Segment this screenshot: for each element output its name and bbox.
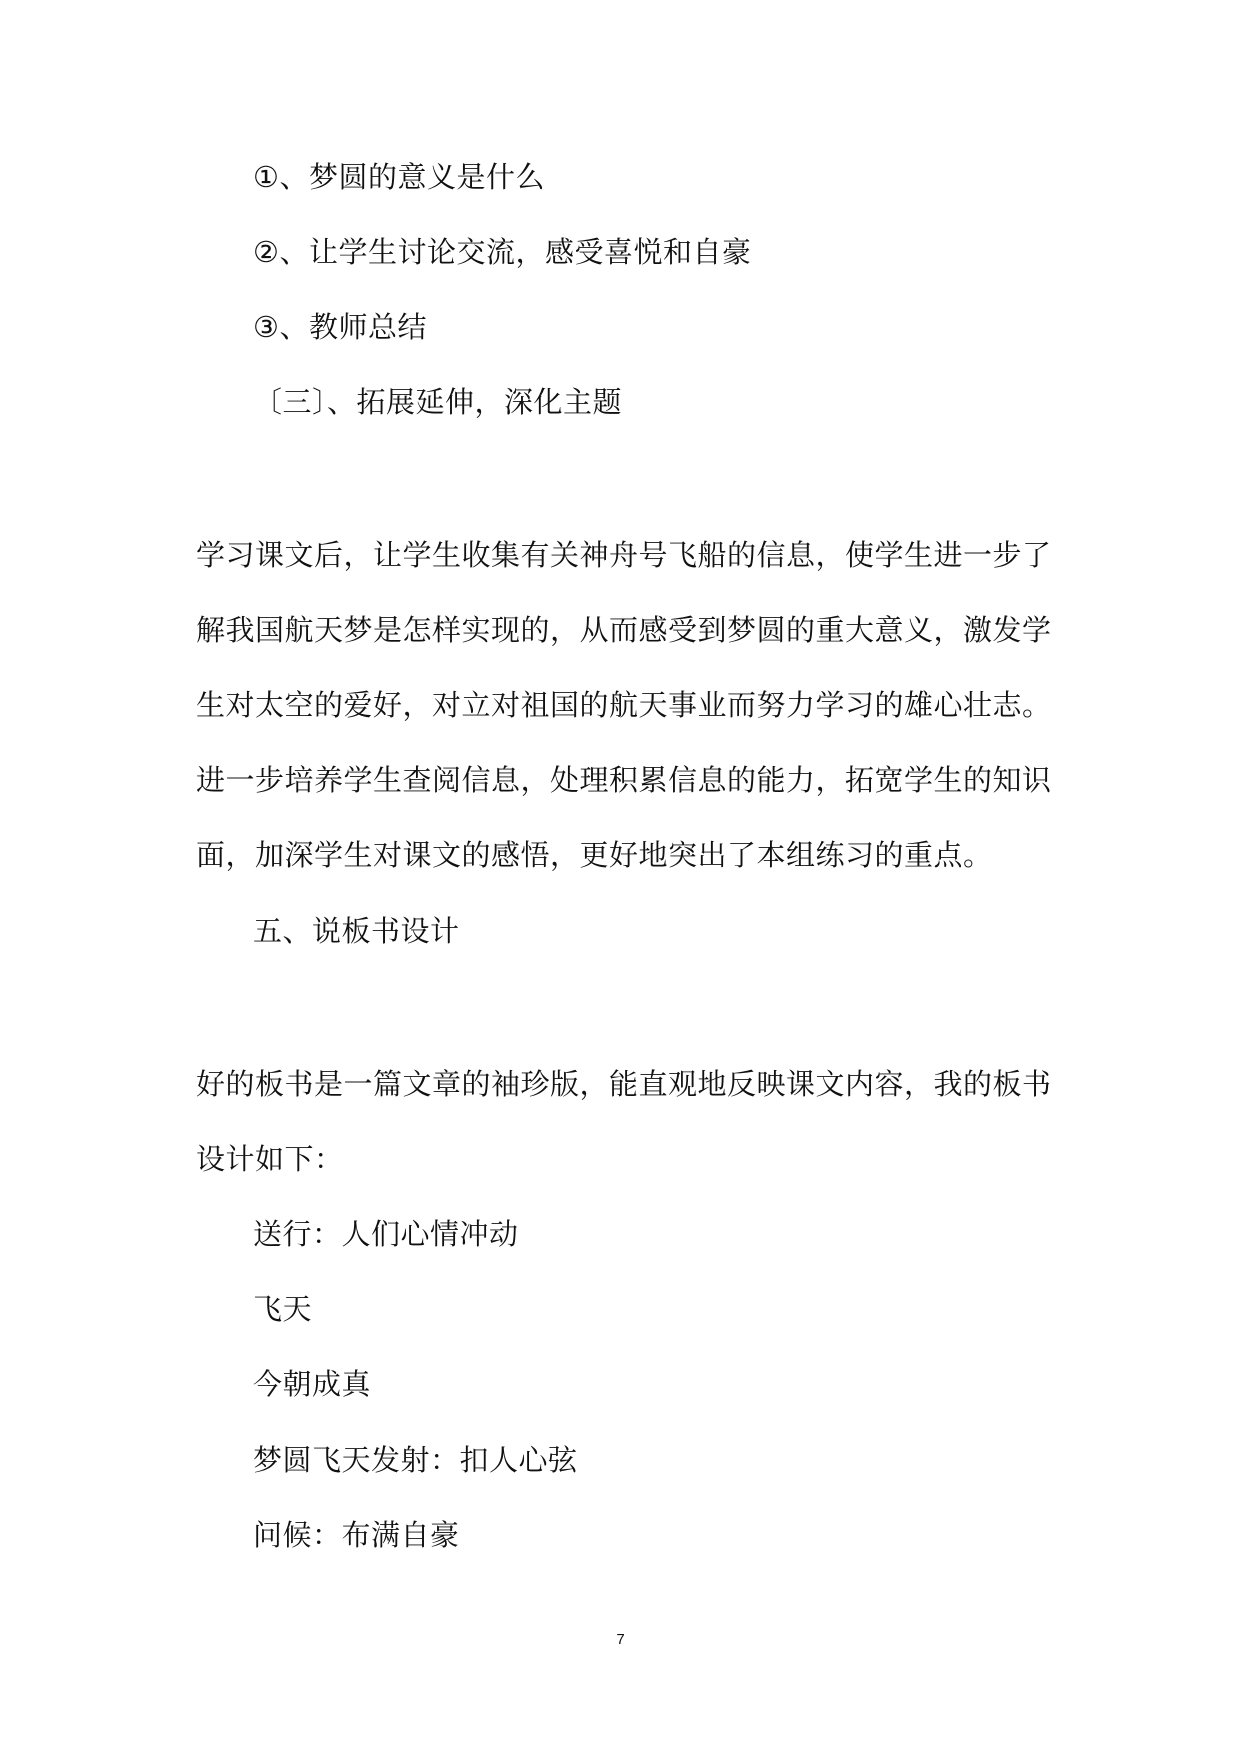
- board-line: 问候：布满自豪: [253, 1518, 460, 1552]
- paragraph-line: 面，加深学生对课文的感悟，更好地突出了本组练习的重点。: [196, 838, 993, 872]
- list-item: ①、梦圆的意义是什么: [253, 160, 545, 194]
- list-item: ②、让学生讨论交流，感受喜悦和自豪: [253, 235, 752, 269]
- paragraph-line: 生对太空的爱好，对立对祖国的航天事业而努力学习的雄心壮志。: [196, 688, 1052, 722]
- paragraph-line: 学习课文后，让学生收集有关神舟号飞船的信息，使学生进一步了: [196, 538, 1052, 572]
- paragraph-line: 解我国航天梦是怎样实现的，从而感受到梦圆的重大意义，激发学: [196, 613, 1052, 647]
- board-line: 飞天: [253, 1292, 313, 1326]
- board-line: 今朝成真: [253, 1367, 372, 1401]
- section-heading: 五、说板书设计: [253, 914, 460, 948]
- board-line: 梦圆飞天发射：扣人心弦: [253, 1443, 578, 1477]
- paragraph-line: 进一步培养学生查阅信息，处理积累信息的能力，拓宽学生的知识: [196, 763, 1052, 797]
- section-heading: 〔三〕、拓展延伸，深化主题: [253, 385, 623, 419]
- paragraph-line: 好的板书是一篇文章的袖珍版，能直观地反映课文内容，我的板书: [196, 1067, 1052, 1101]
- page-number: 7: [616, 1631, 625, 1648]
- paragraph-line: 设计如下：: [196, 1142, 344, 1176]
- list-item: ③、教师总结: [253, 310, 427, 344]
- board-line: 送行：人们心情冲动: [253, 1217, 519, 1251]
